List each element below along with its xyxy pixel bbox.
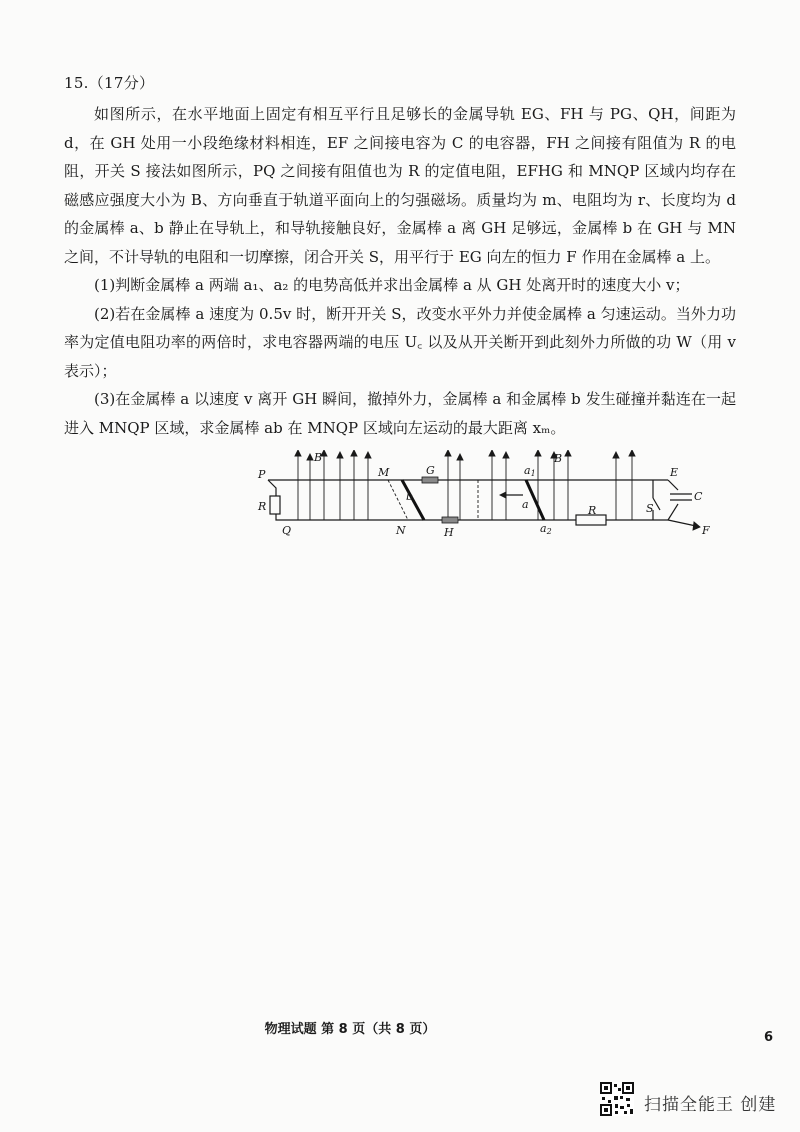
insulator-h xyxy=(442,517,458,523)
label-a-rod: a xyxy=(522,498,529,511)
rod-a xyxy=(526,480,544,520)
sub-question-2: (2)若在金属棒 a 速度为 0.5v 时，断开开关 S，改变水平外力并使金属棒 a 匀速运动。当外力功率为定值电阻功率的两倍时，求电容器两端的电压 U꜀ 以及从开关断开到此刻外力所做的功 W（用 v 表示）； xyxy=(64,304,736,380)
label-r-right: R xyxy=(588,504,597,517)
label-a2: a2 xyxy=(540,522,552,536)
cap-wire-top xyxy=(668,480,678,490)
label-f: F xyxy=(702,524,710,537)
circuit-diagram xyxy=(248,450,718,550)
field-arrows-left xyxy=(295,450,371,520)
question-stem: 如图所示，在水平地面上固定有相互平行且足够长的金属导轨 EG、FH 与 PG、QH，间距为 d，在 GH 处用一小段绝缘材料相连，EF 之间接电容为 C 的电容器，FH 之间接有阻值为 R 的电阻，开关 S 接法如图所示，PQ 之间接有阻值也为 R 的定值电阻，EFHG 和 MNQP 区域内均存在磁感应强度大小为 B、方向垂直于轨道平面向上的匀强磁场。质量均为 m、电阻均为 r、长度均为 d 的金属棒 a、b 静止在导轨上，和导轨接触良好，金属棒 a 离 GH 足够远，金属棒 b 在 GH 与 MN 之间，不计导轨的电阻和一切摩擦，闭合开关 S，用平行于 EG 向左的恒力 F 作用在金属棒 a 上。 xyxy=(64,105,736,266)
label-n: N xyxy=(396,524,406,537)
label-b-rod: b xyxy=(406,490,414,503)
qr-code-icon xyxy=(600,1082,634,1116)
label-p: P xyxy=(258,468,266,481)
label-q: Q xyxy=(282,524,292,537)
label-s: S xyxy=(646,502,654,515)
sub-question-3: (3)在金属棒 a 以速度 v 离开 GH 瞬间，撤掉外力，金属棒 a 和金属棒 b 发生碰撞并黏连在一起进入 MNQP 区域，求金属棒 ab 在 MNQP 区域向左运动的最大距离 xₘ。 xyxy=(64,390,736,437)
cap-wire-bottom xyxy=(668,504,678,520)
label-e: E xyxy=(670,466,679,479)
velocity-arrow-head xyxy=(500,492,506,498)
scanner-watermark: 扫描全能王 创建 xyxy=(644,1095,777,1115)
left-wire-top xyxy=(268,480,276,496)
left-wire-bottom xyxy=(276,514,288,520)
label-a1: a1 xyxy=(524,464,536,478)
label-h: H xyxy=(444,526,454,539)
resistor-left xyxy=(270,496,280,514)
label-c: C xyxy=(694,490,703,503)
label-r-left: R xyxy=(258,500,267,513)
label-g: G xyxy=(426,464,435,477)
label-b-left: B xyxy=(314,451,323,464)
sub-question-1: (1)判断金属棒 a 两端 a₁、a₂ 的电势高低并求出金属棒 a 从 GH 处离开时的速度大小 v； xyxy=(94,276,690,294)
label-b-right: B xyxy=(554,452,563,465)
force-arrow-head xyxy=(693,522,700,530)
page-footer: 物理试题 第 8 页（共 8 页） xyxy=(264,1022,436,1037)
force-arrow-line xyxy=(668,520,696,526)
insulator-g xyxy=(422,477,438,483)
question-number: 15.（17分） xyxy=(64,74,155,92)
corner-page-mark: 6 xyxy=(764,1030,774,1045)
rail-diagram-svg xyxy=(248,450,718,550)
question-body xyxy=(64,100,736,442)
switch-blade xyxy=(653,498,660,510)
label-m: M xyxy=(378,466,390,479)
